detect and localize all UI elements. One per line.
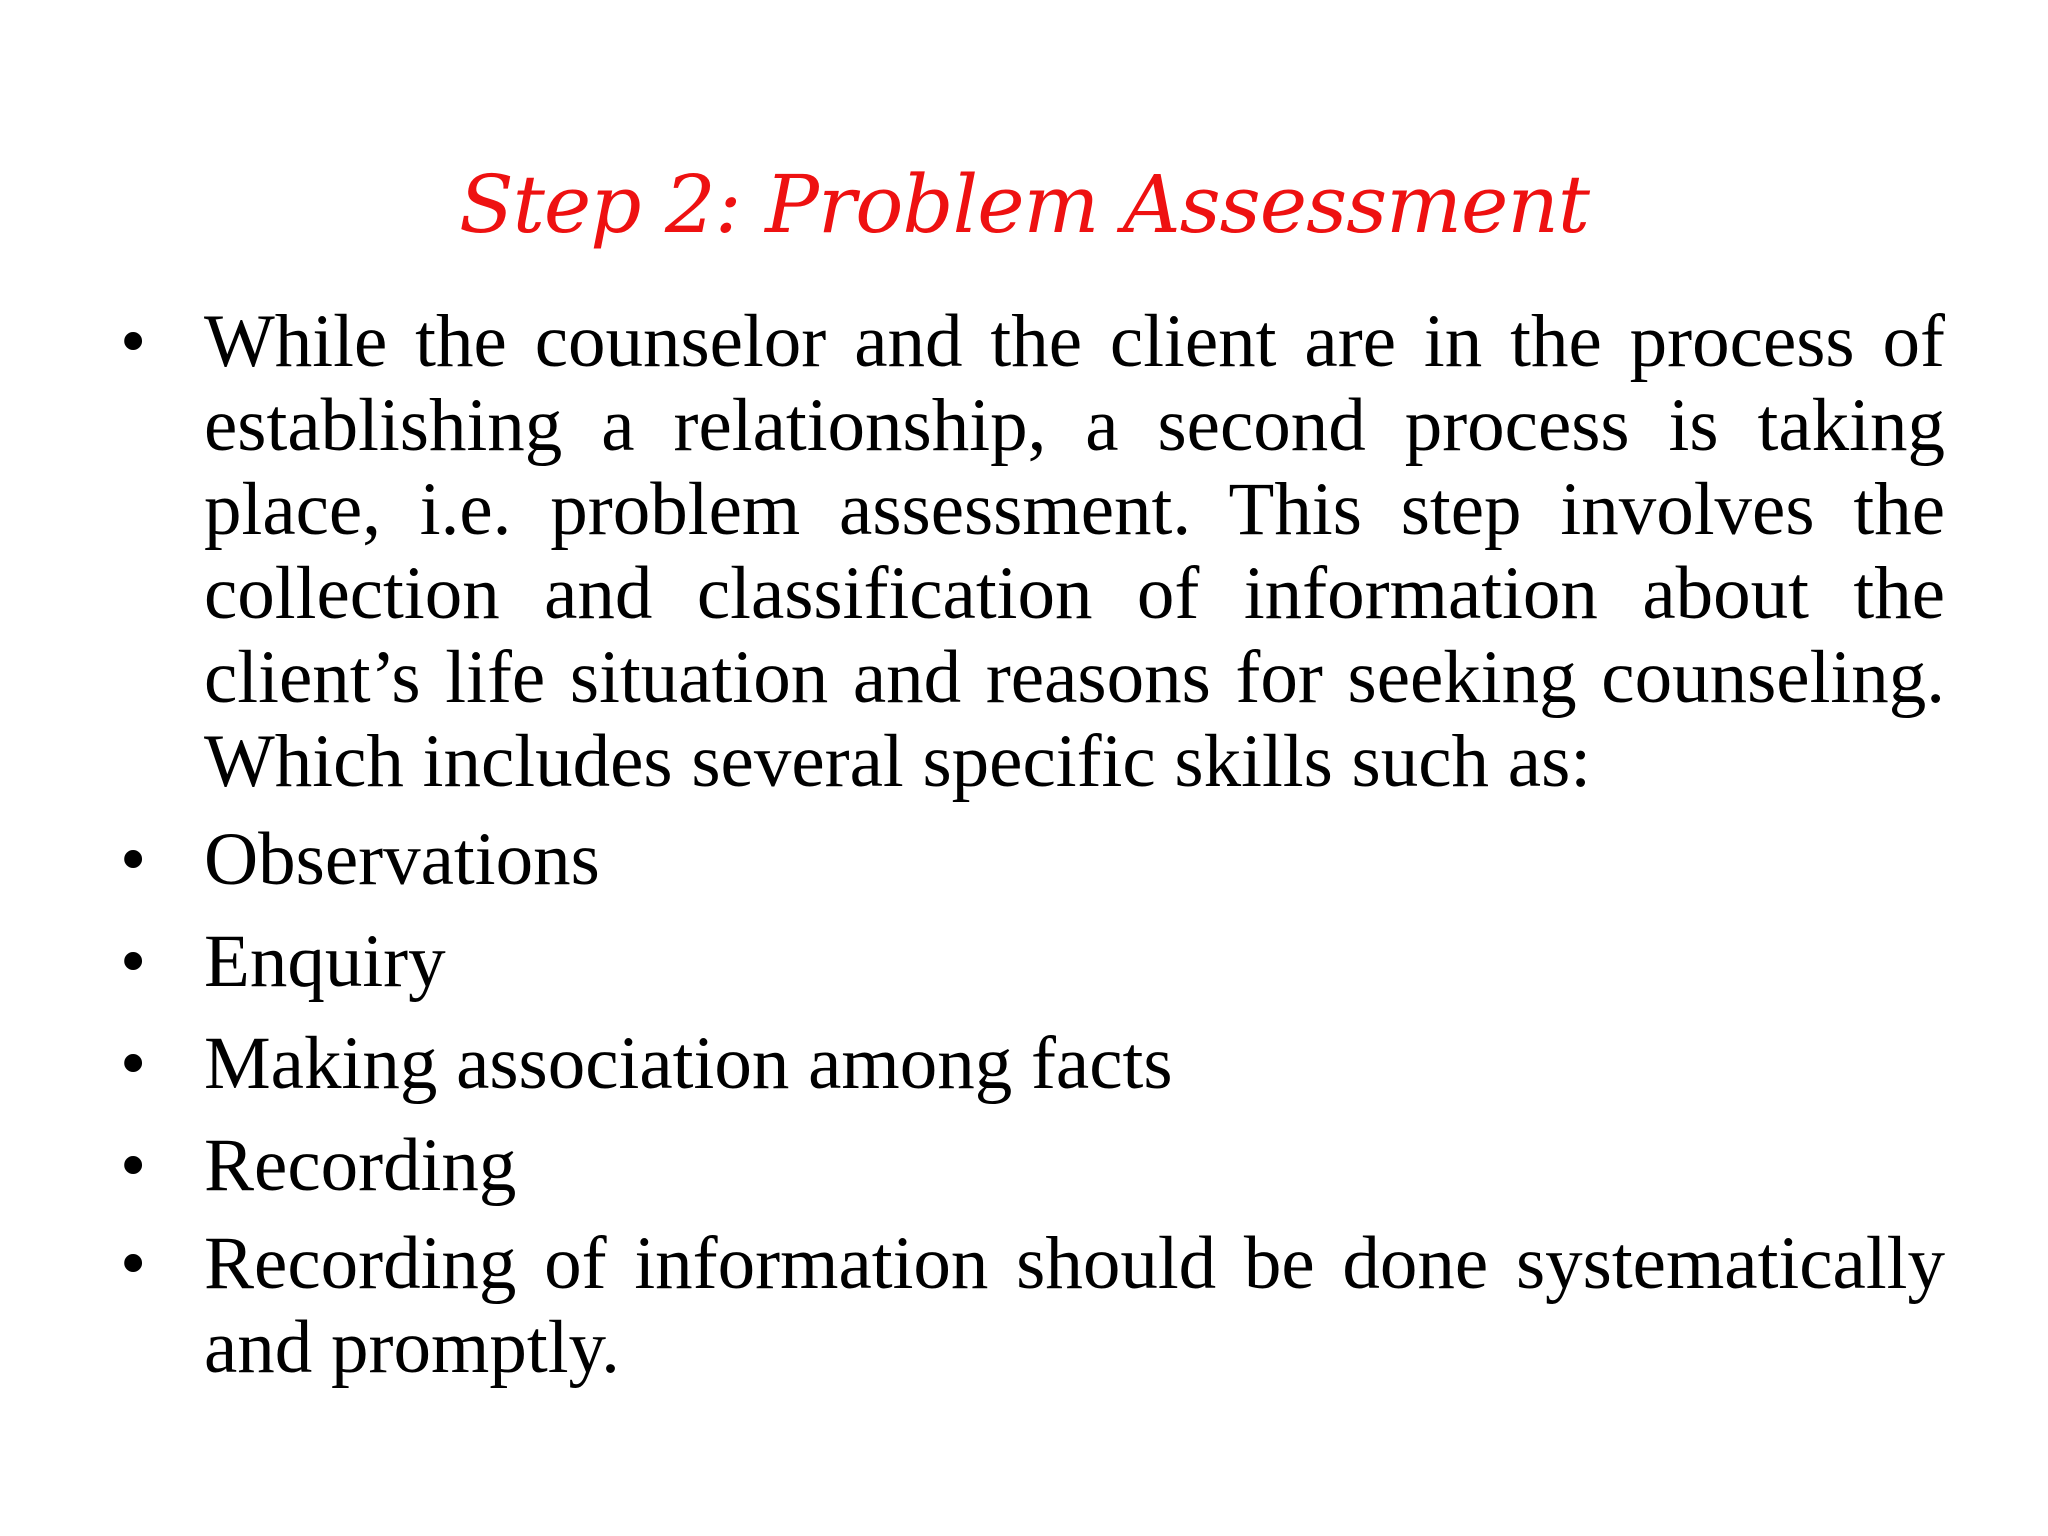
list-item-text: Enquiry <box>204 920 446 1003</box>
list-item-text: Observations <box>204 818 600 901</box>
list-item <box>120 1120 1945 1212</box>
slide-title: Step 2: Problem Assessment <box>458 158 1590 251</box>
list-item-text: Recording <box>204 1124 517 1207</box>
list-item <box>120 300 1945 804</box>
list-item <box>120 814 1945 906</box>
bullet-icon: • <box>120 1124 147 1207</box>
bullet-icon: • <box>120 1022 147 1105</box>
bullet-icon: • <box>120 300 147 383</box>
list-item-text: While the counselor and the client are in the process of establishing a relationship, a second process is taking place, i.e. problem assessment. This step involves the collection and classification of information about the client’s life situation and reasons for seeking counseling. Which includes several specific skills such as: <box>204 300 1945 803</box>
list-item <box>120 916 1945 1008</box>
list-item-text: Making association among facts <box>204 1022 1173 1105</box>
list-item-text: Recording of information should be done systematically and promptly. <box>204 1222 1945 1389</box>
list-item <box>120 1222 1945 1390</box>
bullet-icon: • <box>120 1222 147 1305</box>
list-item <box>120 1018 1945 1110</box>
bullet-icon: • <box>120 920 147 1003</box>
bullet-icon: • <box>120 818 147 901</box>
bullet-list <box>120 300 1945 1390</box>
